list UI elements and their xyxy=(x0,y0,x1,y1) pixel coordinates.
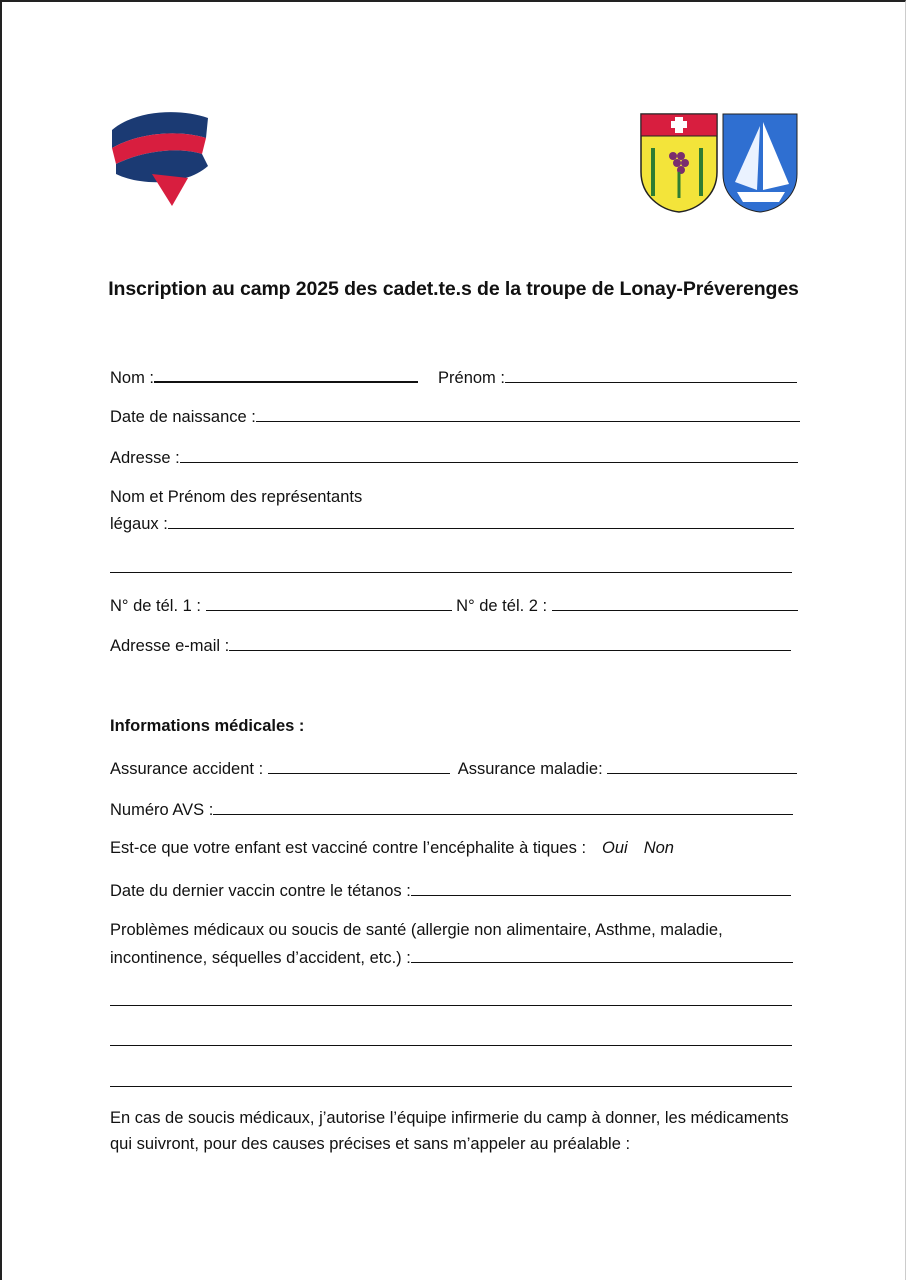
date-naissance-row xyxy=(110,406,800,427)
tetanos-label: Date du dernier vaccin contre le tétanos : xyxy=(110,882,411,900)
representants-label-line2: légaux : xyxy=(110,515,168,533)
problemes-label-line2: incontinence, séquelles d’accident, etc.) : xyxy=(110,949,411,967)
representants-input[interactable] xyxy=(168,513,794,529)
nom-input[interactable] xyxy=(154,366,418,383)
nom-row xyxy=(110,366,797,388)
tetanos-row xyxy=(110,880,791,901)
problemes-extra-line[interactable] xyxy=(110,1045,792,1046)
adresse-row xyxy=(110,447,798,468)
assurance-accident-label: Assurance accident : xyxy=(110,760,268,778)
medical-heading: Informations médicales : xyxy=(110,717,305,735)
assurance-maladie-input[interactable] xyxy=(607,758,797,774)
assurance-row xyxy=(110,758,797,779)
prenom-label: Prénom : xyxy=(438,369,505,387)
autorisation-line2: qui suivront, pour des causes précises et sans m’appeler au préalable : xyxy=(110,1135,631,1153)
prenom-input[interactable] xyxy=(505,367,797,383)
avs-row xyxy=(110,799,793,820)
email-row xyxy=(110,635,791,656)
date-naissance-input[interactable] xyxy=(256,406,800,422)
date-naissance-label: Date de naissance : xyxy=(110,408,256,426)
problemes-input[interactable] xyxy=(411,947,793,963)
representants-row xyxy=(110,513,794,534)
problemes-label-line1: Problèmes médicaux ou soucis de santé (allergie non alimentaire, Asthme, maladie, xyxy=(110,921,723,939)
assurance-accident-input[interactable] xyxy=(268,758,450,774)
problemes-row xyxy=(110,947,793,968)
adresse-label: Adresse : xyxy=(110,449,180,467)
email-label: Adresse e-mail : xyxy=(110,637,230,655)
vaccin-row xyxy=(110,839,674,858)
representants-label-line1: Nom et Prénom des représentants xyxy=(110,488,363,506)
assurance-maladie-label: Assurance maladie: xyxy=(457,760,608,778)
vaccin-oui-option[interactable]: Oui xyxy=(602,839,628,857)
avs-input[interactable] xyxy=(213,799,793,815)
autorisation-line1: En cas de soucis médicaux, j’autorise l’équipe infirmerie du camp à donner, les médicaments xyxy=(110,1109,789,1127)
scout-logo xyxy=(110,108,210,208)
municipal-arms-logos xyxy=(639,112,799,214)
vaccin-question: Est-ce que votre enfant est vacciné contre l’encéphalite à tiques : xyxy=(110,839,587,857)
tel2-label: N° de tél. 2 : xyxy=(451,597,552,615)
vaccin-non-option[interactable]: Non xyxy=(643,839,674,857)
nom-label: Nom : xyxy=(110,369,155,387)
representants-extra-line[interactable] xyxy=(110,572,792,573)
tetanos-input[interactable] xyxy=(411,880,791,896)
adresse-input[interactable] xyxy=(180,447,798,463)
tel1-input[interactable] xyxy=(206,595,452,611)
telephone-row xyxy=(110,595,798,616)
problemes-extra-line[interactable] xyxy=(110,1086,792,1087)
avs-label: Numéro AVS : xyxy=(110,801,214,819)
tel1-label: N° de tél. 1 : xyxy=(110,597,206,615)
tel2-input[interactable] xyxy=(552,595,798,611)
form-title: Inscription au camp 2025 des cadet.te.s de la troupe de Lonay-Préverenges xyxy=(108,278,799,300)
problemes-extra-line[interactable] xyxy=(110,1005,792,1006)
email-input[interactable] xyxy=(229,635,791,651)
